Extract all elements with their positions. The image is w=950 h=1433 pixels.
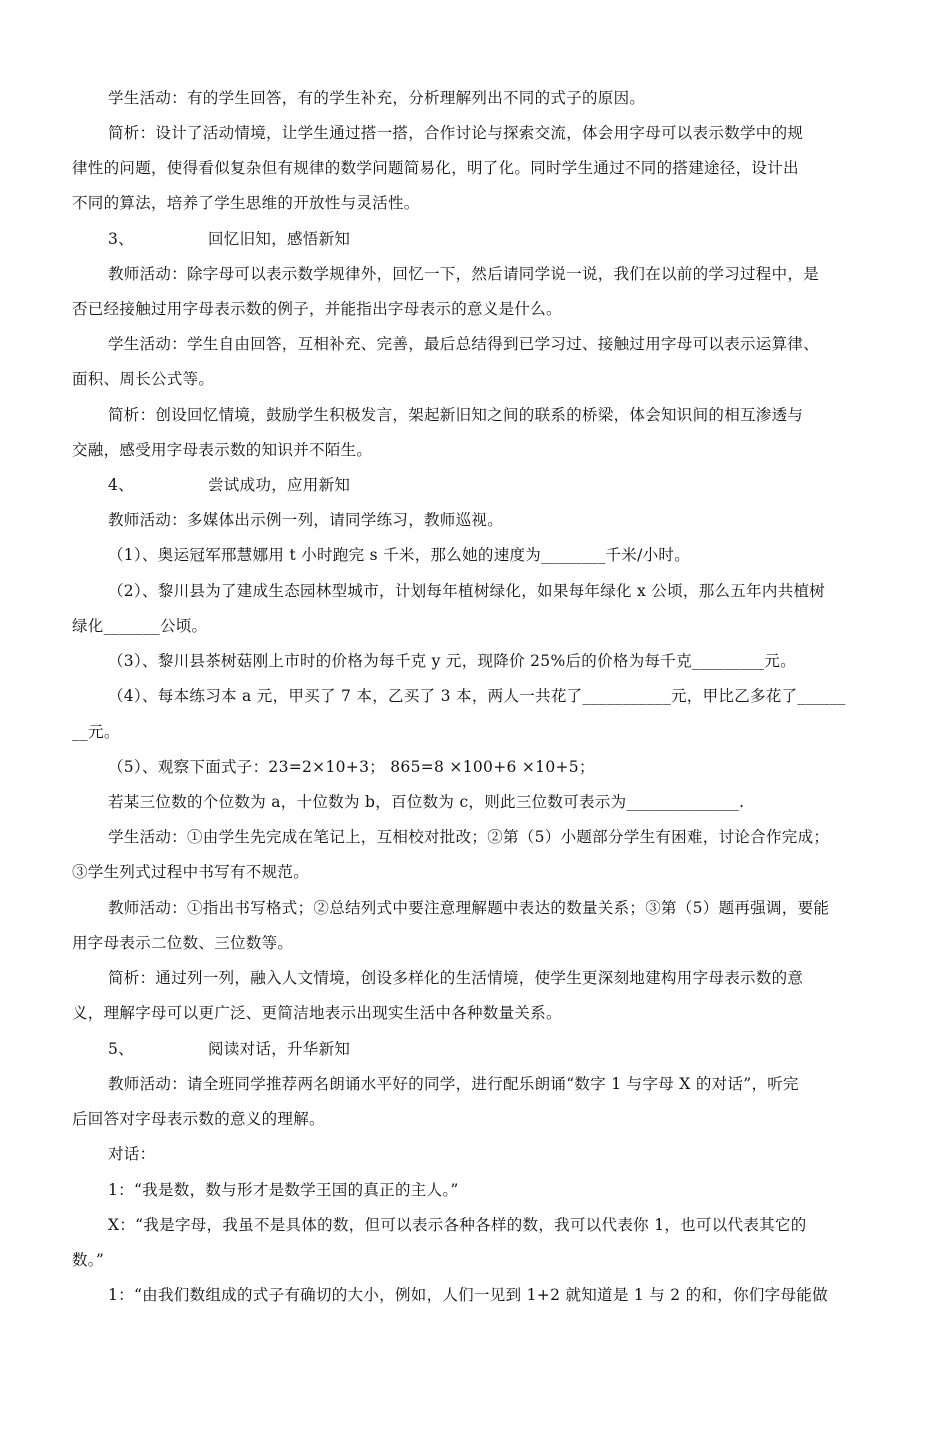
paragraph-line: 义，理解字母可以更广泛、更简洁地表示出现实生活中各种数量关系。 — [72, 1004, 562, 1022]
paragraph-line: ③学生列式过程中书写有不规范。 — [72, 863, 310, 881]
dialogue-line: 1：“我是数，数与形才是数学王国的真正的主人。” — [108, 1181, 459, 1199]
paragraph-line: 教师活动：多媒体出示例一列，请同学练习，教师巡视。 — [108, 511, 504, 529]
heading-number: 4、 — [108, 476, 134, 494]
paragraph-line: 用字母表示二位数、三位数等。 — [72, 934, 294, 952]
heading-text: 尝试成功，应用新知 — [208, 476, 351, 494]
dialogue-line: 数。” — [72, 1251, 105, 1269]
exercise-3: （3）、黎川县茶树菇刚上市时的价格为每千克 y 元，现降价 25%后的价格为每千克_________元。 — [108, 652, 796, 670]
heading-text: 阅读对话，升华新知 — [208, 1040, 351, 1058]
exercise-5: （5）、观察下面式子：23=2×10+3； 865=8 ×100+6 ×10+5； — [108, 758, 595, 776]
paragraph-line: 教师活动：①指出书写格式；②总结列式中要注意理解题中表达的数量关系；③第（5）题再强调，要能 — [108, 899, 830, 917]
dialogue-line: 1：“由我们数组成的式子有确切的大小，例如，人们一见到 1+2 就知道是 1 与 2 的和，你们字母能做 — [108, 1286, 828, 1304]
paragraph-line: 不同的算法，培养了学生思维的开放性与灵活性。 — [72, 194, 420, 212]
paragraph-line: 学生活动：学生自由回答，互相补充、完善，最后总结得到已学习过、接触过用字母可以表示运算律、 — [108, 335, 820, 353]
heading-number: 3、 — [108, 230, 134, 248]
paragraph-line: 学生活动：①由学生先完成在笔记上，互相校对批改；②第（5）小题部分学生有困难，讨论合作完成； — [108, 828, 830, 846]
paragraph-line: 对话： — [108, 1145, 156, 1163]
paragraph-line: 律性的问题，使得看似复杂但有规律的数学问题简易化，明了化。同时学生通过不同的搭建途径，设计出 — [72, 159, 799, 177]
section-heading-3 — [108, 229, 892, 249]
paragraph-line: 教师活动：除字母可以表示数学规律外，回忆一下，然后请同学说一说，我们在以前的学习过程中，是 — [108, 265, 820, 283]
paragraph-line: 简析：创设回忆情境，鼓励学生积极发言，架起新旧知之间的联系的桥梁，体会知识间的相互渗透与 — [108, 406, 804, 424]
heading-number: 5、 — [108, 1040, 134, 1058]
paragraph-line: 若某三位数的个位数为 a，十位数为 b，百位数为 c，则此三位数可表示为______________. — [108, 793, 745, 811]
paragraph-line: 简析：通过列一列，融入人文情境，创设多样化的生活情境，使学生更深刻地建构用字母表示数的意 — [108, 969, 804, 987]
paragraph-line: 简析：设计了活动情境，让学生通过搭一搭，合作讨论与探索交流，体会用字母可以表示数学中的规 — [108, 124, 804, 142]
exercise-1: （1）、奥运冠军邢慧娜用 t 小时跑完 s 千米，那么她的速度为________千米/小时。 — [108, 546, 691, 564]
paragraph-line: 后回答对字母表示数的意义的理解。 — [72, 1110, 325, 1128]
section-heading-4 — [108, 475, 892, 495]
section-heading-5 — [108, 1039, 892, 1059]
paragraph-line: 教师活动：请全班同学推荐两名朗诵水平好的同学，进行配乐朗诵“数字 1 与字母 X 的对话”，听完 — [108, 1075, 799, 1093]
dialogue-line: X：“我是字母，我虽不是具体的数，但可以表示各种各样的数，我可以代表你 1，也可以代表其它的 — [108, 1216, 807, 1234]
paragraph-line: 否已经接触过用字母表示数的例子，并能指出字母表示的意义是什么。 — [72, 300, 562, 318]
exercise-4: （4）、每本练习本 a 元，甲买了 7 本，乙买了 3 本，两人一共花了___________元，甲比乙多花了______ — [108, 687, 846, 705]
exercise-2: （2）、黎川县为了建成生态园林型城市，计划每年植树绿化，如果每年绿化 x 公顷，那么五年内共植树 — [108, 582, 826, 600]
paragraph-line: 绿化_______公顷。 — [72, 617, 208, 635]
paragraph-line: 面积、周长公式等。 — [72, 370, 215, 388]
paragraph-line: __元。 — [72, 723, 120, 741]
paragraph-line: 学生活动：有的学生回答，有的学生补充，分析理解列出不同的式子的原因。 — [108, 89, 646, 107]
paragraph-line: 交融，感受用字母表示数的知识并不陌生。 — [72, 441, 373, 459]
heading-text: 回忆旧知，感悟新知 — [208, 230, 351, 248]
